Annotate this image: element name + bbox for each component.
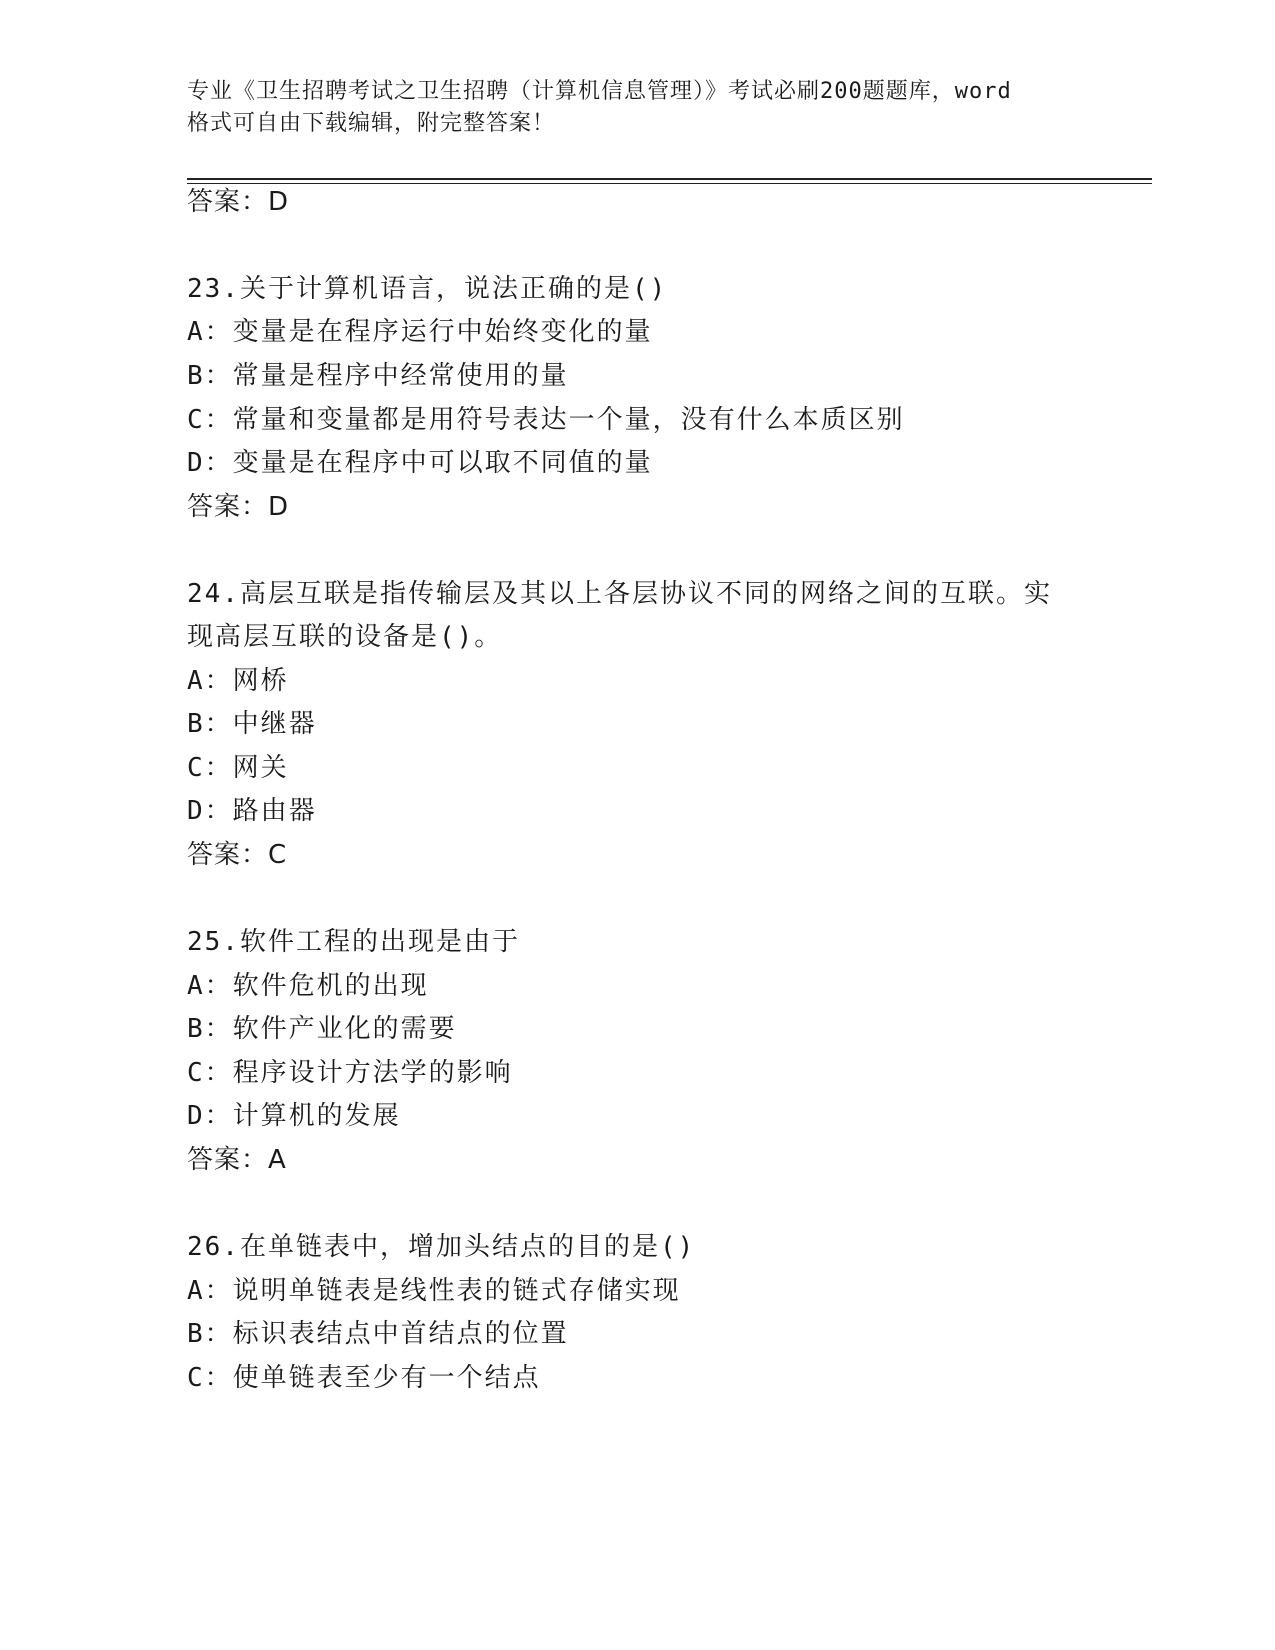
option-c: C：网关: [187, 753, 289, 783]
option-a: A：软件危机的出现: [187, 971, 429, 1001]
header-rule-thick: [187, 178, 1152, 180]
option-c: C：程序设计方法学的影响: [187, 1058, 513, 1088]
header-rule-thin: [187, 183, 1152, 184]
answer-line: 答案：D: [187, 492, 290, 522]
question-stem: 24.高层互联是指传输层及其以上各层协议不同的网络之间的互联。实: [187, 579, 1052, 609]
option-d: D：计算机的发展: [187, 1101, 401, 1131]
header-line-2: 格式可自由下载编辑，附完整答案！: [187, 111, 556, 136]
option-d: D：路由器: [187, 796, 317, 826]
option-b: B：中继器: [187, 709, 317, 739]
answer-line: 答案：D: [187, 187, 290, 217]
question-stem: 25.软件工程的出现是由于: [187, 927, 520, 957]
question-stem: 26.在单链表中，增加头结点的目的是(): [187, 1232, 696, 1262]
answer-line: 答案：A: [187, 1145, 287, 1175]
option-d: D：变量是在程序中可以取不同值的量: [187, 448, 653, 478]
option-a: A：说明单链表是线性表的链式存储实现: [187, 1276, 681, 1306]
answer-line: 答案：C: [187, 840, 288, 870]
question-stem: 23.关于计算机语言，说法正确的是(): [187, 274, 668, 304]
option-b: B：标识表结点中首结点的位置: [187, 1319, 569, 1349]
question-stem-continued: 现高层互联的设备是()。: [187, 622, 503, 652]
option-c: C：常量和变量都是用符号表达一个量，没有什么本质区别: [187, 405, 905, 435]
option-b: B：软件产业化的需要: [187, 1014, 457, 1044]
option-c: C：使单链表至少有一个结点: [187, 1363, 541, 1393]
option-a: A：网桥: [187, 666, 289, 696]
document-header: [187, 76, 1087, 140]
option-b: B：常量是程序中经常使用的量: [187, 361, 569, 391]
header-line-1: 专业《卫生招聘考试之卫生招聘（计算机信息管理）》考试必刷200题题库，word: [187, 79, 1012, 104]
option-a: A：变量是在程序运行中始终变化的量: [187, 317, 653, 347]
